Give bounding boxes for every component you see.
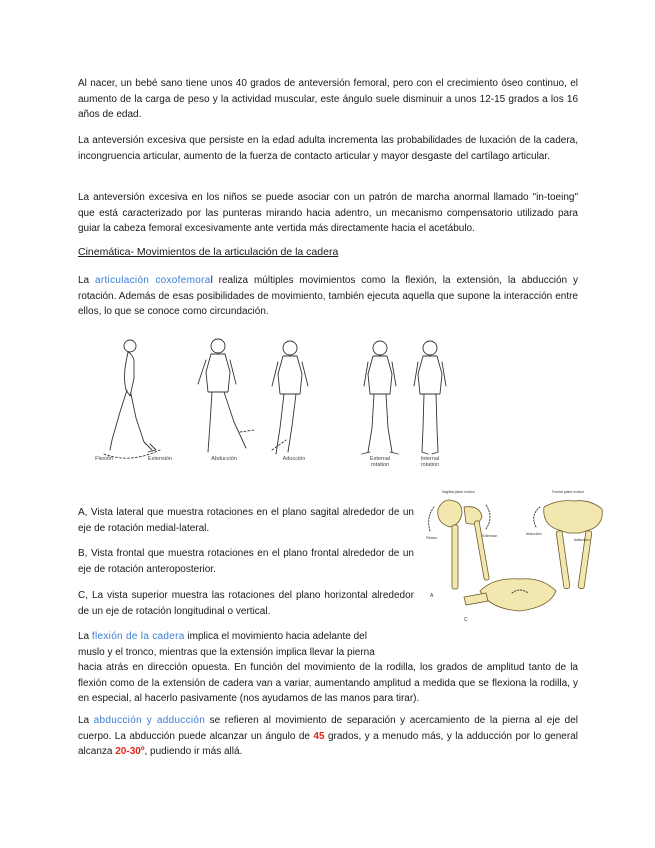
hip-movements-figure — [90, 332, 470, 472]
label-flexion: Flexion — [426, 536, 438, 540]
link-abduccion-adduccion[interactable]: abducción y adducción — [93, 715, 206, 726]
text-pre: La — [78, 275, 95, 286]
text-post: l realiza múltiples movimientos como la flexión, la extensión, la abducción y rotación. Además de esas posibilidades de movimiento, también ejecuta aquella que supone la interacción entre ellos, lo que se conoce como circundación. — [78, 275, 578, 318]
paragraph-anteversion-adult: La anteversión excesiva que persiste en la edad adulta incrementa las probabilidades de luxación de la cadera, incongruencia articular, aumento de la fuerza de contacto articular y mayor desgaste del cartílago articular. — [78, 135, 578, 162]
caption-internal-line1: Internal — [420, 456, 440, 462]
text-flex-line1: implica el movimiento hacia adelante del — [184, 631, 367, 642]
hip-movements-illustration — [90, 332, 470, 472]
caption-external-line2: rotation — [370, 462, 390, 468]
caption-internal-rotation — [412, 456, 448, 468]
label-abduction: Abduction — [526, 532, 542, 536]
text-flex-line2: muslo y el tronco, mientras que la extensión implica llevar la pierna — [78, 646, 375, 658]
link-articulacion-coxofemoral[interactable]: articulación coxofemora — [94, 275, 211, 286]
text-abd-pre: La — [78, 715, 94, 726]
paragraph-view-a: A, Vista lateral que muestra rotaciones en el plano sagital alrededor de un eje de rotación medial-lateral. — [78, 507, 414, 534]
paragraph-view-b: B, Vista frontal que muestra rotaciones en el plano frontal alrededor de un eje de rotación anteroposterior. — [78, 548, 414, 575]
figure-abduccion — [198, 339, 254, 452]
caption-abduccion: Abducción — [211, 456, 237, 462]
paragraph-view-c: C, La vista superior muestra las rotaciones del plano horizontal alrededor de un eje de rotación longitudinal o vertical. — [78, 590, 414, 617]
label-c: C — [464, 617, 468, 623]
caption-extension: Extensión — [147, 456, 173, 462]
paragraph-flexion-cadera — [78, 629, 578, 707]
skeletal-planes-illustration — [424, 487, 610, 627]
figure-aduccion — [272, 341, 308, 454]
caption-flexion: Flexión — [95, 456, 113, 462]
value-adduccion-range: 20-30º — [115, 746, 145, 758]
label-frontal-title: Frontal plane motion — [552, 490, 584, 494]
paragraph-coxofemoral — [78, 273, 578, 320]
caption-internal-line2: rotation — [420, 462, 440, 468]
text-flex-rest: hacia atrás en dirección opuesta. En función del movimiento de la rodilla, los grados de amplitud tanto de la flexión como de la extensión de cadera van a variar, aumentando amplitud a medida que se flexiona la rodilla, y en especial, al hacerlo pasivamente (nos ayudamos de las manos para tirar). — [78, 662, 578, 705]
paragraph-anteversion-children: La anteversión excesiva en los niños se puede asociar con un patrón de marcha anormal llamado "in-toeing" que está caracterizado por las punteras mirando hacia adentro, un mecanismo compensatorio utilizado para guiar la cabeza femoral excesivamente ante vertida más directamente hacia el acetábulo. — [78, 192, 578, 235]
caption-aduccion: Aducción — [282, 456, 306, 462]
label-sagittal-title: Sagittal plane motion — [442, 490, 475, 494]
skeletal-planes-figure — [424, 487, 610, 627]
paragraph-anteversion-birth: Al nacer, un bebé sano tiene unos 40 grados de anteversión femoral, pero con el crecimiento óseo continuo, el aumento de la carga de peso y la actividad muscular, este ángulo suele disminuir a unos 12-15 grados a los 16 años de edad. — [78, 78, 578, 121]
section-heading: Cinemática- Movimientos de la articulación de la cadera — [78, 246, 339, 258]
caption-external-line1: External — [369, 456, 391, 462]
text-abd-mid1: se refieren al movimiento de separación y acercamiento de la pierna al eje del cuerpo. La abducción puede alcanzar un ángulo de — [78, 715, 578, 742]
caption-external-rotation — [362, 456, 398, 468]
label-extension: Extension — [482, 534, 498, 538]
skeleton-sagittal — [426, 490, 497, 599]
skeleton-top-view — [464, 579, 556, 623]
text-flex-pre: La — [78, 631, 92, 642]
label-a: A — [430, 593, 434, 599]
link-flexion-cadera[interactable]: flexión de la cadera — [91, 631, 185, 642]
figure-external-rotation — [362, 341, 398, 454]
text-abd-post: , pudiendo ir más allá. — [144, 746, 243, 758]
paragraph-abduccion — [78, 713, 578, 760]
figure-internal-rotation — [414, 341, 446, 454]
label-adduction: Adduction — [574, 538, 590, 542]
figure-flexion-extension — [104, 340, 160, 458]
text-abd-mid2: grados, y a menudo más, y la adducción por lo general alcanza — [78, 730, 578, 758]
value-abduccion-angle: 45 — [313, 730, 325, 742]
